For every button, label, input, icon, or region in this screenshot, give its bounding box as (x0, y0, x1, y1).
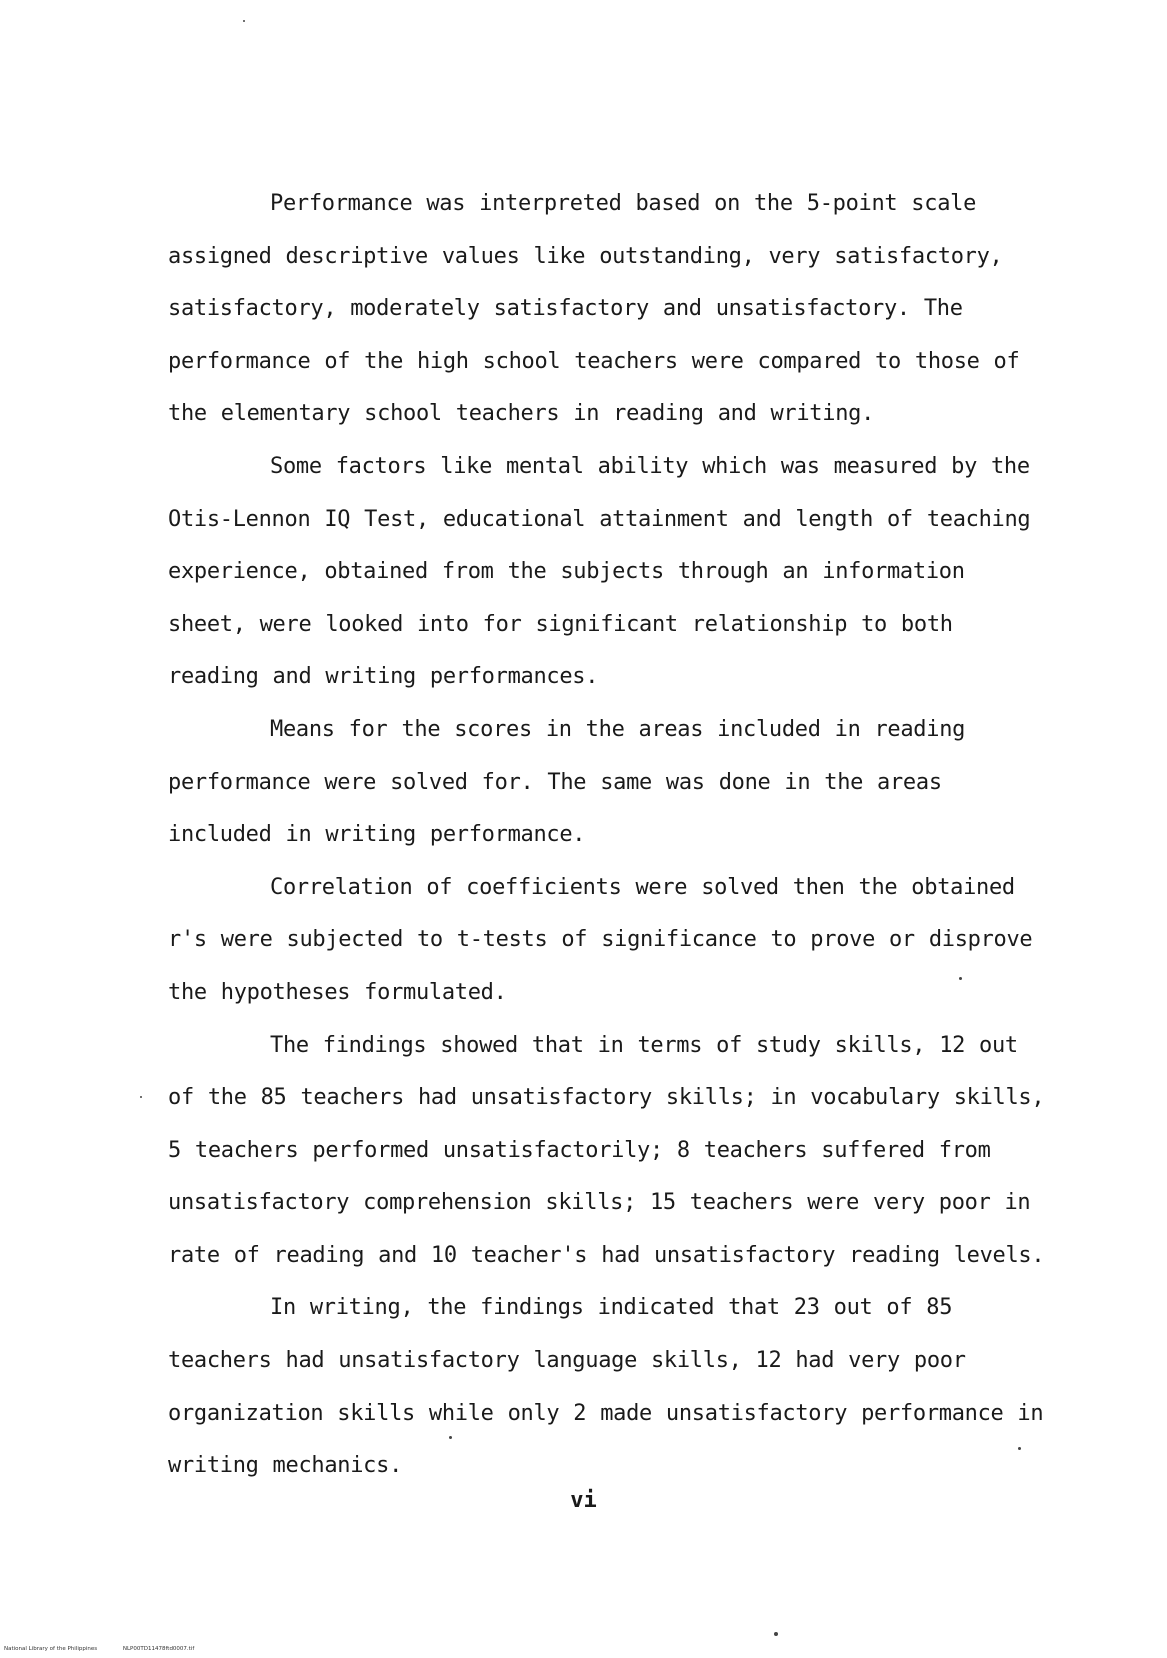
paragraph-factors: Some factors like mental ability which was measured by the Otis-Lennon IQ Test, educational attainment and length of teaching experience, obtained from the subjects through an information sheet, were looked into for significant relationship to both reading and writing performances. (168, 453, 1031, 690)
scan-speck (774, 1632, 778, 1636)
paragraph-means: Means for the scores in the areas included in reading performance were solved for. The same was done in the areas included in writing performance. (168, 716, 966, 848)
paragraph-reading-findings: The findings showed that in terms of study skills, 12 out of the 85 teachers had unsatisfactory skills; in vocabulary skills, 5 teachers performed unsatisfactorily; 8 teachers suffered from unsatisfactory comprehension skills; 15 teachers were very poor in rate of reading and 10 teacher's had unsatisfactory reading levels. (168, 1032, 1045, 1268)
scan-speck (449, 1436, 452, 1439)
scan-footer (4, 1646, 218, 1652)
paragraph-correlation: Correlation of coefficients were solved then the obtained r's were subjected to t-tests of significance to prove or disprove the hypotheses formulated. (168, 874, 1033, 1005)
footer-library: National Library of the Philippines (4, 1646, 98, 1652)
page-number: vi (570, 1488, 597, 1513)
scan-speck (959, 977, 962, 980)
scan-speck (140, 1096, 142, 1098)
scan-speck (243, 20, 245, 22)
paragraph-performance-scale: Performance was interpreted based on the 5-point scale assigned descriptive values like outstanding, very satisfactory, satisfactory, moderately satisfactory and unsatisfactory. The performance of the high school teachers were compared to those of the elementary school teachers in reading and writing. (168, 191, 1020, 427)
body-text (168, 178, 1048, 1493)
footer-filename: NLP00TD11478ftd0007.tif (122, 1646, 195, 1652)
scan-speck (1018, 1447, 1021, 1450)
paragraph-writing-findings: In writing, the findings indicated that 23 out of 85 teachers had unsatisfactory language skills, 12 had very poor organization skills while only 2 made unsatisfactory performance in writing mechanics. (168, 1295, 1044, 1479)
